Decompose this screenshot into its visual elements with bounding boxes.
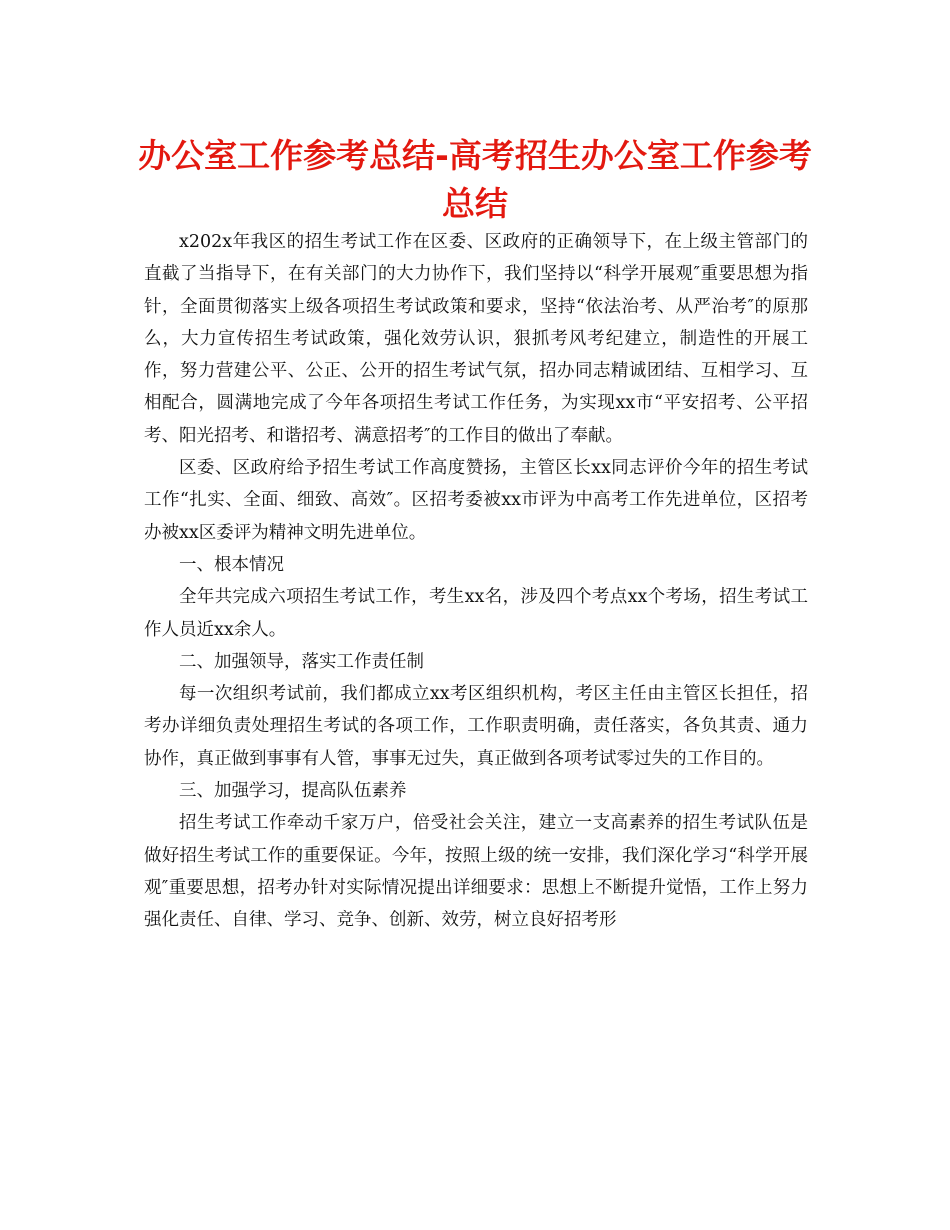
paragraph-basic-situation: 全年共完成六项招生考试工作，考生xx名，涉及四个考点xx个考场，招生考试工作人员近xx余人。 xyxy=(144,587,808,640)
paragraph-leadership: 每一次组织考试前，我们都成立xx考区组织机构，考区主任由主管区长担任，招考办详细负责处理招生考试的各项工作，工作职责明确，责任落实，各负其责、通力协作，真正做到事事有人管，事事无过失，真正做到各项考试零过失的工作目的。 xyxy=(144,684,808,769)
document-body xyxy=(144,226,808,937)
section-heading-basic-situation: 一、根本情况 xyxy=(179,554,284,575)
paragraph-learning: 招生考试工作牵动千家万户，倍受社会关注，建立一支高素养的招生考试队伍是做好招生考试工作的重要保证。今年，按照上级的统一安排，我们深化学习“科学开展观″重要思想，招考办针对实际情况提出详细要求：思想上不断提升觉悟，工作上努力强化责任、自律、学习、竞争、创新、效劳，树立良好招考形 xyxy=(144,813,808,931)
paragraph-praise: 区委、区政府给予招生考试工作高度赞扬，主管区长xx同志评价今年的招生考试工作“扎实、全面、细致、高效″。区招考委被xx市评为中高考工作先进单位，区招考办被xx区委评为精神文明先进单位。 xyxy=(144,458,808,543)
section-heading-leadership: 二、加强领导，落实工作责任制 xyxy=(179,651,424,672)
document-title: 办公室工作参考总结-高考招生办公室工作参考总结 xyxy=(138,136,812,223)
section-heading-learning: 三、加强学习，提高队伍素养 xyxy=(179,781,407,802)
paragraph-intro: x202x年我区的招生考试工作在区委、区政府的正确领导下，在上级主管部门的直截了当指导下，在有关部门的大力协作下，我们坚持以“科学开展观″重要思想为指针，全面贯彻落实上级各项招生考试政策和要求，坚持“依法治考、从严治考″的原那么，大力宣传招生考试政策，强化效劳认识，狠抓考风考纪建立，制造性的开展工作，努力营建公平、公正、公开的招生考试气氛，招办同志精诚团结、互相学习、互相配合，圆满地完成了今年各项招生考试工作任务，为实现xx市“平安招考、公平招考、阳光招考、和谐招考、满意招考″的工作目的做出了奉献。 xyxy=(144,232,808,446)
